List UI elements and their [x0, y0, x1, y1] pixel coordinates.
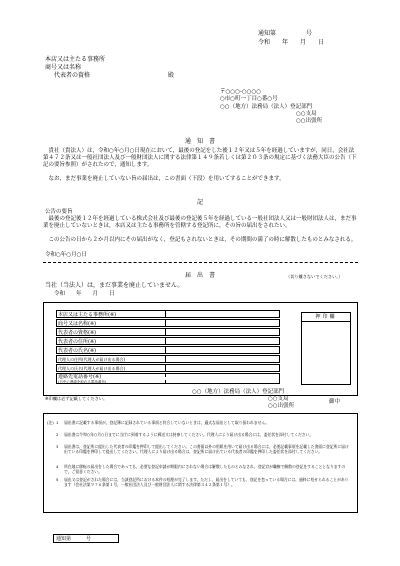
- note-item: [56, 420, 350, 425]
- reference-box: [53, 534, 119, 543]
- form-row-label: 本店又は主たる事務所(※): [58, 312, 117, 318]
- sender-branch: ○○支局: [296, 111, 317, 117]
- form-row: [56, 364, 280, 372]
- form-row-field[interactable]: [165, 320, 279, 326]
- note-number: 4: [56, 464, 59, 469]
- note-number: 3: [56, 444, 59, 449]
- form-row-field[interactable]: [165, 311, 279, 317]
- form-statement: 当社（当法人）は，まだ事業を廃止していません。: [45, 282, 184, 289]
- form-row-field[interactable]: [165, 365, 279, 371]
- note-item: [56, 444, 350, 454]
- form-row: [56, 328, 280, 336]
- form-row-label: 代表者の資格(※): [58, 330, 97, 336]
- addressee-office: 本店又は主たる事務所: [45, 56, 106, 63]
- form-row: [56, 355, 280, 363]
- notice-body-2: なお，まだ事業を廃止していない旨の届出は，この書面（下段）を用いてすることができます。: [43, 176, 285, 182]
- required-note: ※印欄は必ず記載してください。: [45, 396, 108, 401]
- notice-title: 通 知 書: [184, 138, 215, 145]
- sender-address: ○市○町一丁目○番○号: [220, 96, 278, 102]
- form-row-field[interactable]: [165, 347, 279, 353]
- phone-note: (日中に連絡を取れる電話番号): [58, 379, 107, 384]
- notice-ki: 記: [196, 199, 203, 206]
- seal-box[interactable]: [301, 312, 351, 385]
- addressee-name: 商号又は名称: [45, 64, 82, 71]
- note-number: 1: [56, 420, 59, 425]
- sender-office: ○○出張所: [296, 118, 323, 124]
- notes-box: [43, 413, 358, 513]
- recipient-honorific: 御中: [329, 399, 341, 405]
- form-row-field[interactable]: [165, 329, 279, 335]
- form-row-label: 商号又は名称(※): [58, 321, 97, 327]
- reference-label: 通知第 号: [56, 536, 92, 542]
- form-box: [43, 302, 358, 396]
- note-item: [56, 477, 350, 487]
- form-row-field[interactable]: [165, 338, 279, 344]
- note-text: 届出又は登記がされた場合には，当該登記所における本件の処理が完了します。ただし，届出をしていても，登記を怠っている場合には，過料に処せられることがあります（会社法第９７６条第１号，一般社団法人及び一般財団法人に関する法律第３４２条第１号）。: [64, 477, 349, 487]
- recipient-bureau: ○○（地方）法務局（法人）登記部門: [192, 389, 285, 395]
- note-number: 5: [56, 477, 59, 482]
- recipient-branch: ○○支局: [268, 396, 289, 402]
- summary-title: 公告の要旨: [45, 209, 73, 215]
- doc-date: 令和 年 月 日: [258, 39, 325, 46]
- doc-number: 通知第 号: [258, 30, 313, 37]
- summary-body-2: この公告の日から２か月以内にその届出がなく，登記もされないときは，その期間の満了の時に解散したものとみなされる。: [43, 237, 357, 243]
- note-number: 2: [56, 432, 59, 437]
- form-date: 令和 年 月 日: [54, 291, 115, 297]
- form-row-label: 代表者の氏名(※): [58, 348, 97, 354]
- notice-body-1: 貴社（貴法人）は，令和○年○月○日現在において，最後の登記をした後１２年又は５年を経過していますが，同日，会社法第４７２条又は一般社団法人及び一般財団法人に関する法律第１４９条若しくは第２０３条の規定に基づく法務大臣の公告（下記の要旨参照）がされたので，通知します。: [43, 148, 357, 168]
- note-item: [56, 432, 350, 437]
- summary-date: 令和○年○月○日: [45, 252, 87, 258]
- summary-body-1: 最後の登記後１２年を経過している株式会社及び最後の登記後５年を経過している一般社団法人又は一般財団法人は，まだ事業を廃止していないときは，本店又は主たる事務所を管轄する登記所に，その旨の届出をされたい。: [43, 216, 357, 229]
- form-row-field[interactable]: [165, 374, 279, 383]
- form-row-field[interactable]: [165, 356, 279, 362]
- addressee-representative: 代表者の資格: [54, 72, 91, 79]
- form-row: [56, 319, 280, 327]
- form-row-label: 代表者の住所(※): [58, 339, 97, 345]
- form-row: [56, 373, 280, 384]
- form-row-label: 連絡先電話番号(※): [58, 374, 102, 380]
- sender-bureau: ○○（地方）法務局（法人）登記部門: [220, 104, 313, 110]
- seal-label: 押印欄: [302, 313, 350, 322]
- cut-line: [43, 262, 358, 263]
- note-item: [56, 464, 350, 474]
- addressee-honorific: 殿: [168, 72, 175, 79]
- note-text: 届出書は，登記所に提出した代表者の印鑑を押印して提出してください。この書面以外の用紙を用いて届け出る場合には，必要記載事項を記載した書面に登記所に届け出ている印鑑を押印して提出してください。代理人により届け出る場合は，登記所に届け出ている代表者の印鑑を押印した委任状を添付してください。: [64, 444, 349, 454]
- sender-postal: 〒○○○-○○○○: [220, 89, 262, 95]
- form-row: [56, 346, 280, 354]
- form-title: 届 出 書: [184, 272, 215, 279]
- form-row-label: 代理人の住所(代理人が届け出る場合): [58, 357, 126, 362]
- form-row-label: 代理人の氏名(代理人が届け出る場合): [58, 366, 126, 371]
- notes-heading: (注): [47, 420, 54, 425]
- form-row: [56, 337, 280, 345]
- recipient-office: ○○出張所: [268, 403, 295, 409]
- note-text: 届出書は令和○年○月○日までに当庁に到着するように郵送又は持参してください。代理人により届け出る場合には，委任状を添付してください。: [64, 432, 314, 437]
- note-text: 届出書に記載する事項が，登記簿に記録されている事項と符合していないときは，適式な届出として取り扱われません。: [64, 420, 270, 425]
- note-text: 所在地に移転の届出をした場合であっても，必要な登記申請が期限内にされない場合は解散したものとみなされ，登記官が職権で解散の登記をすることとなりますので，ご留意ください。: [64, 464, 346, 474]
- form-row: [56, 310, 280, 318]
- form-cut-note: （切り離さないでください。）: [286, 274, 343, 279]
